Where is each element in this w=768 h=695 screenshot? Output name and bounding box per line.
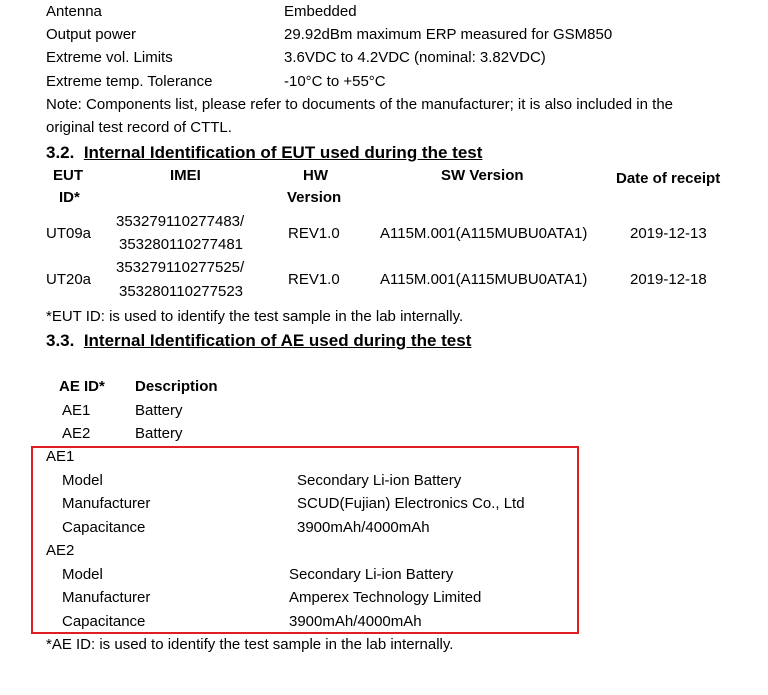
spec-value-output-power: 29.92dBm maximum ERP measured for GSM850 <box>284 26 613 43</box>
header-id: ID* <box>59 189 80 206</box>
sw-version: A115M.001(A115MUBU0ATA1) <box>380 225 588 242</box>
note-line-2: original test record of CTTL. <box>46 119 232 136</box>
imei-2: 353280110277523 <box>119 283 244 300</box>
spec-label-output-power: Output power <box>46 26 137 43</box>
ae-row-description: Battery <box>135 402 183 419</box>
ae1-capacitance-label: Capacitance <box>62 519 146 536</box>
imei-1: 353279110277483/ <box>116 213 245 230</box>
ae2-manufacturer-label: Manufacturer <box>62 589 151 606</box>
ae1-model-label: Model <box>62 472 103 489</box>
spec-value-voltage: 3.6VDC to 4.2VDC (nominal: 3.82VDC) <box>284 49 546 66</box>
eut-id: UT20a <box>46 271 92 288</box>
ae1-capacitance-value: 3900mAh/4000mAh <box>297 519 430 536</box>
header-version: Version <box>287 189 342 206</box>
ae2-model-label: Model <box>62 566 103 583</box>
ae-footnote: *AE ID: is used to identify the test sample in the lab internally. <box>46 636 454 653</box>
hw-version: REV1.0 <box>288 225 340 242</box>
header-description: Description <box>135 378 218 395</box>
date-of-receipt: 2019-12-18 <box>630 271 707 288</box>
section-3-3-title: Internal Identification of AE used during the test <box>83 331 472 350</box>
date-of-receipt: 2019-12-13 <box>630 225 707 242</box>
ae2-manufacturer-value: Amperex Technology Limited <box>289 589 482 606</box>
ae-row-description: Battery <box>135 425 183 442</box>
header-hw: HW <box>303 167 328 184</box>
eut-id: UT09a <box>46 225 92 242</box>
header-ae-id: AE ID* <box>59 378 105 395</box>
spec-label-antenna: Antenna <box>46 3 102 20</box>
hw-version: REV1.0 <box>288 271 340 288</box>
ae2-capacitance-value: 3900mAh/4000mAh <box>289 613 422 630</box>
section-3-3-heading <box>46 330 471 352</box>
section-3-2-title: Internal Identification of EUT used during the test <box>83 143 483 162</box>
header-imei: IMEI <box>170 167 201 184</box>
spec-label-temperature: Extreme temp. Tolerance <box>46 73 213 90</box>
ae-row-id: AE1 <box>62 402 91 419</box>
note-line-1: Note: Components list, please refer to documents of the manufacturer; it is also included in the <box>46 96 673 113</box>
eut-footnote: *EUT ID: is used to identify the test sample in the lab internally. <box>46 308 464 325</box>
ae-row-id: AE2 <box>62 425 91 442</box>
ae1-manufacturer-label: Manufacturer <box>62 495 151 512</box>
header-eut: EUT <box>53 167 83 184</box>
ae2-model-value: Secondary Li-ion Battery <box>289 566 454 583</box>
ae2-capacitance-label: Capacitance <box>62 613 146 630</box>
imei-2: 353280110277481 <box>119 236 244 253</box>
header-date-of-receipt: Date of receipt <box>616 170 721 187</box>
section-3-2-number: 3.2. <box>46 143 75 162</box>
sw-version: A115M.001(A115MUBU0ATA1) <box>380 271 588 288</box>
section-3-3-number: 3.3. <box>46 331 75 350</box>
section-3-2-heading <box>46 142 482 164</box>
header-sw-version: SW Version <box>441 167 524 184</box>
imei-1: 353279110277525/ <box>116 259 245 276</box>
spec-value-temperature: -10°C to +55°C <box>284 73 386 90</box>
ae2-name: AE2 <box>46 542 75 559</box>
ae1-model-value: Secondary Li-ion Battery <box>297 472 462 489</box>
spec-value-antenna: Embedded <box>284 3 357 20</box>
spec-label-voltage: Extreme vol. Limits <box>46 49 173 66</box>
ae1-name: AE1 <box>46 448 75 465</box>
ae1-manufacturer-value: SCUD(Fujian) Electronics Co., Ltd <box>297 495 525 512</box>
